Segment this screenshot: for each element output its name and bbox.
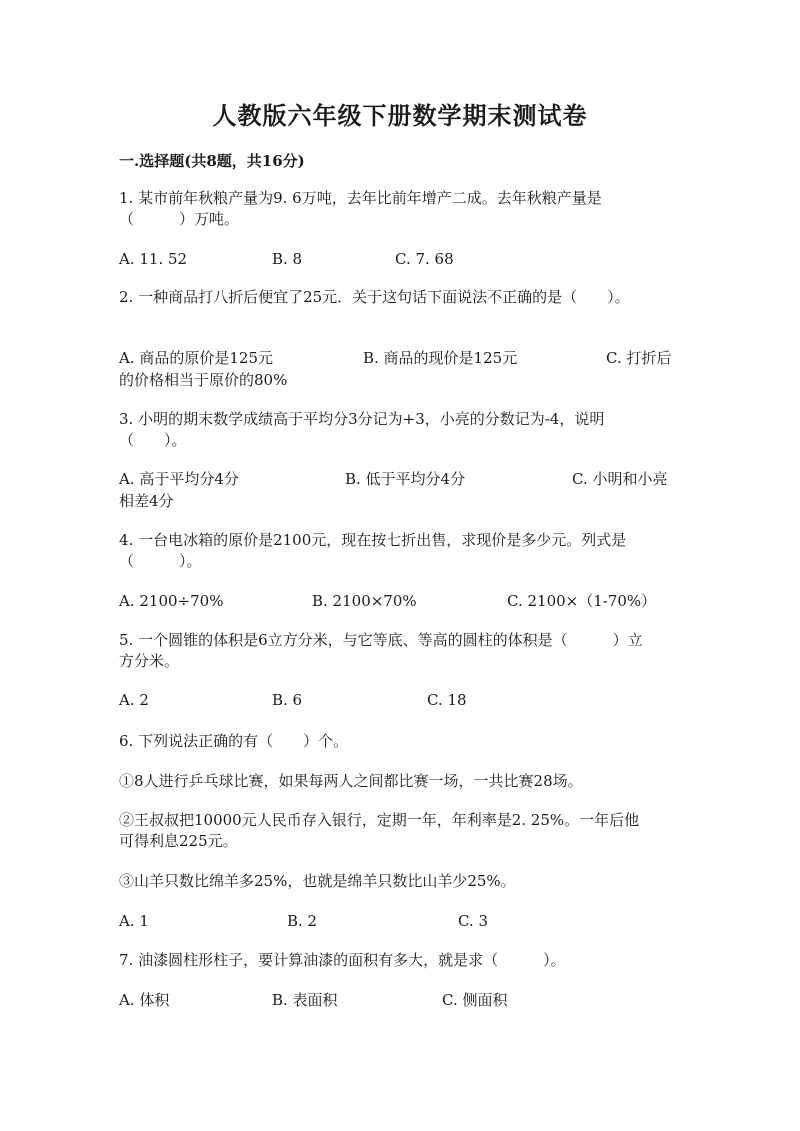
question-5-option-a[interactable]: A. 2	[119, 691, 149, 709]
question-6-statement-1: ①8人进行乒乓球比赛，如果每两人之间都比赛一场，一共比赛28场。	[119, 772, 583, 790]
question-1-line-1: 1. 某市前年秋粮产量为9. 6万吨，去年比前年增产二成。去年秋粮产量是	[119, 189, 602, 207]
question-1-option-a[interactable]: A. 11. 52	[119, 250, 188, 268]
question-3-option-c[interactable]: C. 小明和小亮	[572, 470, 668, 488]
question-2-option-c-continued: 的价格相当于原价的80%	[119, 371, 288, 389]
question-6-option-b[interactable]: B. 2	[287, 912, 318, 930]
question-2-line-1: 2. 一种商品打八折后便宜了25元．关于这句话下面说法不正确的是（ ）。	[119, 288, 630, 306]
question-4-line-1: 4. 一台电冰箱的原价是2100元，现在按七折出售，求现价是多少元。列式是	[119, 531, 627, 549]
section-heading: 一.选择题(共8题，共16分)	[119, 152, 305, 170]
question-6-option-c[interactable]: C. 3	[458, 912, 489, 930]
question-1-line-2: （ ）万吨。	[119, 210, 240, 228]
question-1-option-b[interactable]: B. 8	[272, 250, 303, 268]
question-2-option-b[interactable]: B. 商品的现价是125元	[363, 349, 518, 367]
question-7-option-b[interactable]: B. 表面积	[272, 991, 338, 1009]
question-5-line-2: 方分米。	[119, 652, 180, 670]
question-3-option-a[interactable]: A. 高于平均分4分	[119, 470, 239, 488]
question-7-line-1: 7. 油漆圆柱形柱子，要计算油漆的面积有多大，就是求（ ）。	[119, 951, 566, 969]
question-7-option-a[interactable]: A. 体积	[119, 991, 170, 1009]
question-3-line-1: 3. 小明的期末数学成绩高于平均分3分记为+3，小亮的分数记为-4，说明	[119, 410, 605, 428]
question-4-option-c[interactable]: C. 2100×（1-70%）	[507, 592, 657, 610]
question-2-option-a[interactable]: A. 商品的原价是125元	[119, 349, 273, 367]
question-4-option-a[interactable]: A. 2100÷70%	[119, 592, 224, 610]
question-1-option-c[interactable]: C. 7. 68	[395, 250, 454, 268]
question-3-option-b[interactable]: B. 低于平均分4分	[345, 470, 466, 488]
question-6-statement-2-line-2: 可得利息225元。	[119, 832, 238, 850]
question-4-line-2: （ ）。	[119, 552, 202, 570]
question-6-statement-2-line-1: ②王叔叔把10000元人民币存入银行，定期一年，年利率是2. 25%。一年后他	[119, 811, 640, 829]
question-3-line-2: （ ）。	[119, 431, 187, 449]
page-title: 人教版六年级下册数学期末测试卷	[212, 101, 588, 130]
question-6-statement-3: ③山羊只数比绵羊多25%，也就是绵羊只数比山羊少25%。	[119, 872, 516, 890]
question-7-option-c[interactable]: C. 侧面积	[442, 991, 508, 1009]
question-2-option-c[interactable]: C. 打折后	[606, 349, 672, 367]
question-5-line-1: 5. 一个圆锥的体积是6立方分米，与它等底、等高的圆柱的体积是（ ）立	[119, 631, 643, 649]
question-3-option-c-continued: 相差4分	[119, 492, 174, 510]
question-5-option-c[interactable]: C. 18	[427, 691, 467, 709]
question-6-line-1: 6. 下列说法正确的有（ ）个。	[119, 732, 349, 750]
question-4-option-b[interactable]: B. 2100×70%	[312, 592, 417, 610]
question-5-option-b[interactable]: B. 6	[272, 691, 303, 709]
question-6-option-a[interactable]: A. 1	[119, 912, 149, 930]
